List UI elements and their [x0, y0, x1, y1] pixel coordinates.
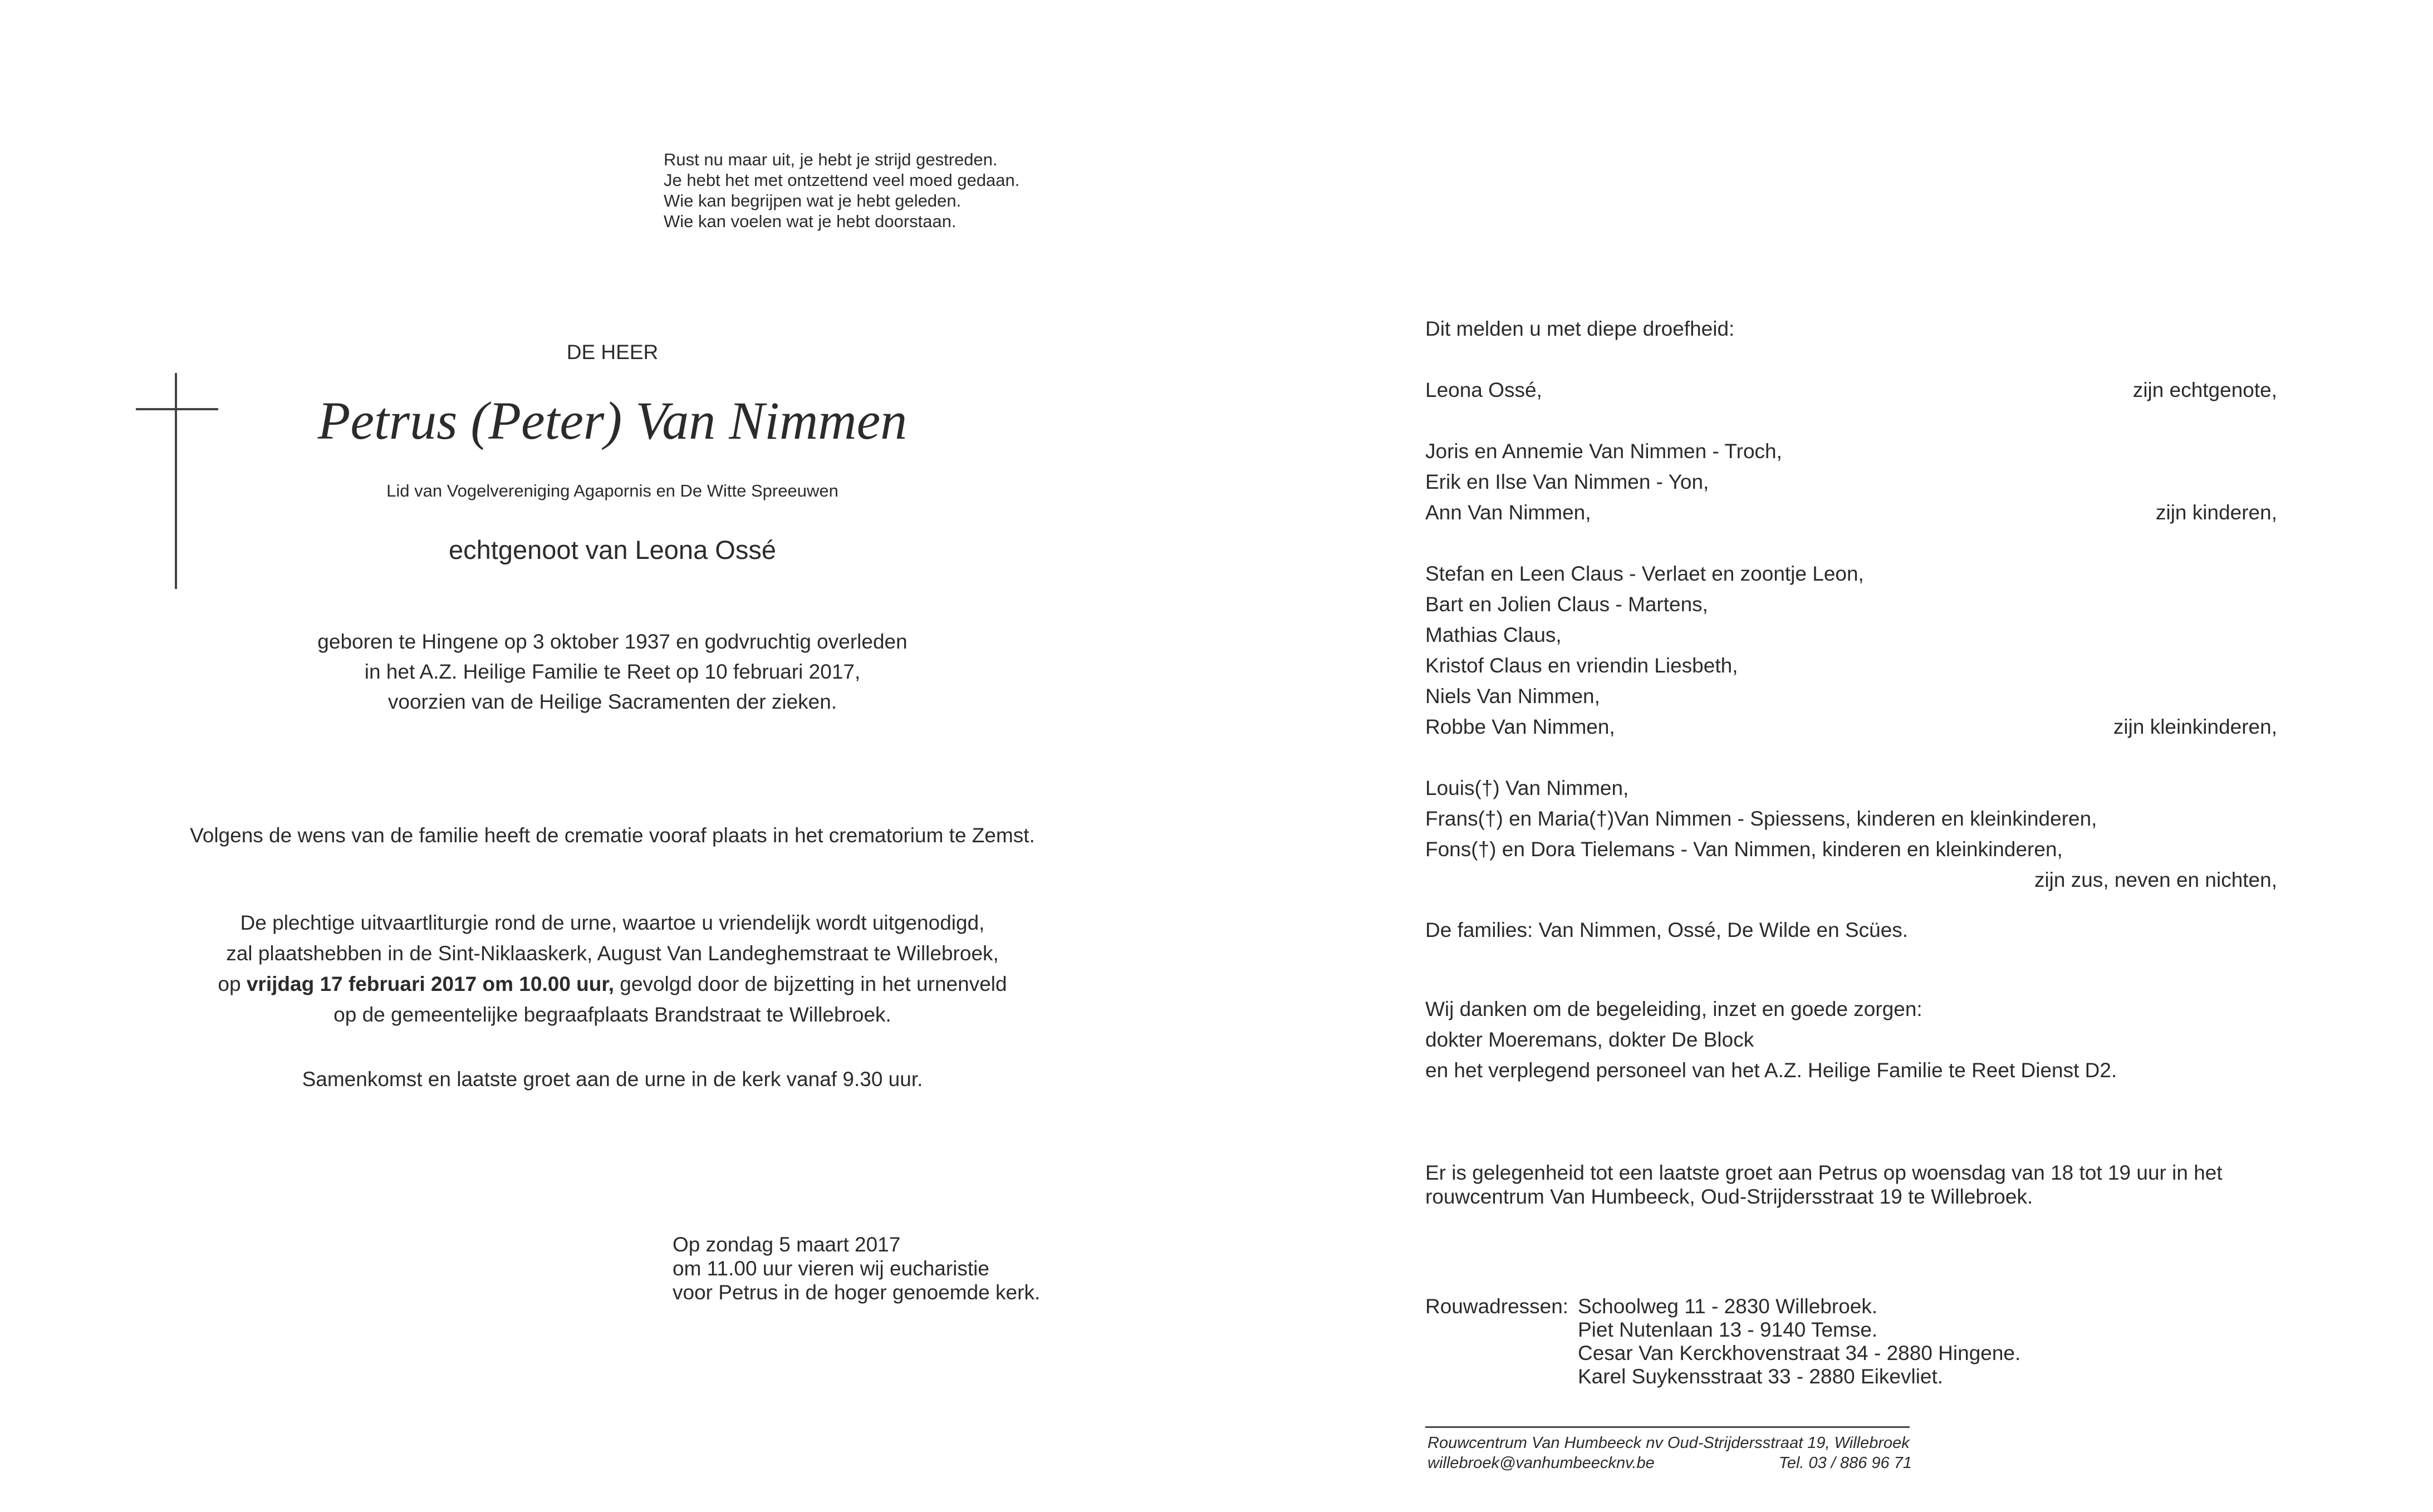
- grandchild-name: Stefan en Leen Claus - Verlaet en zoontje Leon,: [1425, 562, 1864, 585]
- cremation-note: Volgens de wens van de familie heeft de crematie vooraf plaats in het crematorium te Zemst.: [190, 824, 1035, 847]
- liturgy-line: De plechtige uitvaartliturgie rond de urne, waartoe u vriendelijk wordt uitgenodigd,: [240, 911, 985, 934]
- membership: Lid van Vogelvereniging Agapornis en De Witte Spreeuwen: [386, 481, 838, 500]
- spouse-row: [1425, 379, 2277, 404]
- grandchild-row: [1425, 685, 2277, 710]
- footer-email: willebroek@vanhumbeecknv.be: [1428, 1454, 1655, 1472]
- poem-line: Je hebt het met ontzettend veel moed gedaan.: [664, 170, 1020, 190]
- farewell-line: rouwcentrum Van Humbeeck, Oud-Strijdersstraat 19 te Willebroek.: [1425, 1185, 2033, 1208]
- announcement-intro: Dit melden u met diepe droefheid:: [1425, 317, 1735, 340]
- spouse-role: zijn echtgenote,: [2132, 379, 2277, 401]
- grandchildren-role: zijn kleinkinderen,: [2113, 715, 2277, 738]
- child-name: Erik en Ilse Van Nimmen - Yon,: [1425, 470, 1709, 493]
- grandchild-row: [1425, 624, 2277, 649]
- mass-line: om 11.00 uur vieren wij eucharistie: [673, 1257, 989, 1280]
- grandchild-row: [1425, 715, 2277, 741]
- liturgy-info: [111, 907, 1114, 1030]
- mass-line: voor Petrus in de hoger genoemde kerk.: [673, 1281, 1041, 1304]
- footer-company: Rouwcentrum Van Humbeeck nv Oud-Strijdersstraat 19, Willebroek: [1428, 1434, 1910, 1452]
- sibling-name: Fons(†) en Dora Tielemans - Van Nimmen, kinderen en kleinkinderen,: [1425, 838, 2063, 861]
- spouse-name: Leona Ossé,: [1425, 379, 1542, 401]
- birth-line: in het A.Z. Heilige Familie te Reet op 10 februari 2017,: [364, 660, 861, 683]
- addresses: [1578, 1295, 2020, 1388]
- children-role: zijn kinderen,: [2155, 501, 2277, 524]
- footer-phone: Tel. 03 / 886 96 71: [1778, 1454, 1912, 1472]
- liturgy-pre: op: [218, 973, 247, 995]
- grandchild-row: [1425, 593, 2277, 618]
- grandchild-name: Robbe Van Nimmen,: [1425, 715, 1615, 738]
- liturgy-line: op de gemeentelijke begraafplaats Brandstraat te Willebroek.: [333, 1003, 891, 1026]
- honorific: DE HEER: [566, 341, 659, 364]
- sibling-role-row: [1425, 868, 2277, 894]
- liturgy-date: vrijdag 17 februari 2017 om 10.00 uur,: [246, 973, 615, 995]
- grandchild-name: Niels Van Nimmen,: [1425, 685, 1600, 708]
- addresses-label: Rouwadressen:: [1425, 1295, 1569, 1318]
- poem: [664, 149, 1019, 232]
- address-line: Karel Suykensstraat 33 - 2880 Eikevliet.: [1578, 1365, 1944, 1388]
- child-row: [1425, 470, 2277, 496]
- gathering-note: Samenkomst en laatste groet aan de urne in de kerk vanaf 9.30 uur.: [302, 1068, 923, 1091]
- farewell-line: Er is gelegenheid tot een laatste groet aan Petrus op woensdag van 18 tot 19 uur in het: [1425, 1161, 2223, 1184]
- grandchild-row: [1425, 562, 2277, 588]
- thanks-line: dokter Moeremans, dokter De Block: [1425, 1028, 1754, 1051]
- thanks-line: Wij danken om de begeleiding, inzet en goede zorgen:: [1425, 998, 1922, 1020]
- birth-line: geboren te Hingene op 3 oktober 1937 en godvruchtig overleden: [317, 630, 908, 653]
- birth-line: voorzien van de Heilige Sacramenten der zieken.: [387, 690, 837, 713]
- address-line: Piet Nutenlaan 13 - 9140 Temse.: [1578, 1318, 1878, 1341]
- sibling-row: [1425, 838, 2277, 863]
- child-row: [1425, 440, 2277, 465]
- grandchild-name: Bart en Jolien Claus - Martens,: [1425, 593, 1708, 616]
- child-row: [1425, 501, 2277, 527]
- grandchild-row: [1425, 654, 2277, 680]
- thanks-line: en het verplegend personeel van het A.Z. Heilige Familie te Reet Dienst D2.: [1425, 1059, 2117, 1082]
- spouse-line: echtgenoot van Leona Ossé: [449, 535, 776, 564]
- footer-contact: [1428, 1454, 1912, 1472]
- farewell-block: [1425, 1161, 2277, 1209]
- deceased-name: Petrus (Peter) Van Nimmen: [317, 391, 908, 450]
- grandchild-name: Mathias Claus,: [1425, 624, 1562, 646]
- child-name: Ann Van Nimmen,: [1425, 501, 1591, 524]
- siblings-role: zijn zus, neven en nichten,: [2034, 868, 2277, 891]
- sibling-row: [1425, 777, 2277, 802]
- sibling-row: [1425, 807, 2277, 833]
- families-line: De families: Van Nimmen, Ossé, De Wilde en Scües.: [1425, 919, 1909, 941]
- thanks-block: [1425, 994, 2277, 1086]
- liturgy-line: zal plaatshebben in de Sint-Niklaaskerk, August Van Landeghemstraat te Willebroek,: [226, 942, 999, 965]
- mass-line: Op zondag 5 maart 2017: [673, 1233, 901, 1256]
- sibling-name: Louis(†) Van Nimmen,: [1425, 777, 1629, 799]
- sibling-name: Frans(†) en Maria(†)Van Nimmen - Spiessens, kinderen en kleinkinderen,: [1425, 807, 2097, 830]
- liturgy-post: gevolgd door de bijzetting in het urnenveld: [614, 973, 1007, 995]
- mass-note: [673, 1233, 1040, 1304]
- address-line: Schoolweg 11 - 2830 Willebroek.: [1578, 1295, 1878, 1318]
- liturgy-line: [111, 969, 1114, 999]
- birth-death-info: [223, 627, 1002, 717]
- footer-divider: [1425, 1426, 1910, 1428]
- grandchild-name: Kristof Claus en vriendin Liesbeth,: [1425, 654, 1738, 677]
- address-line: Cesar Van Kerckhovenstraat 34 - 2880 Hingene.: [1578, 1342, 2021, 1364]
- poem-line: Wie kan voelen wat je hebt doorstaan.: [664, 212, 956, 231]
- poem-line: Rust nu maar uit, je hebt je strijd gestreden.: [664, 150, 998, 169]
- child-name: Joris en Annemie Van Nimmen - Troch,: [1425, 440, 1782, 463]
- poem-line: Wie kan begrijpen wat je hebt geleden.: [664, 191, 962, 210]
